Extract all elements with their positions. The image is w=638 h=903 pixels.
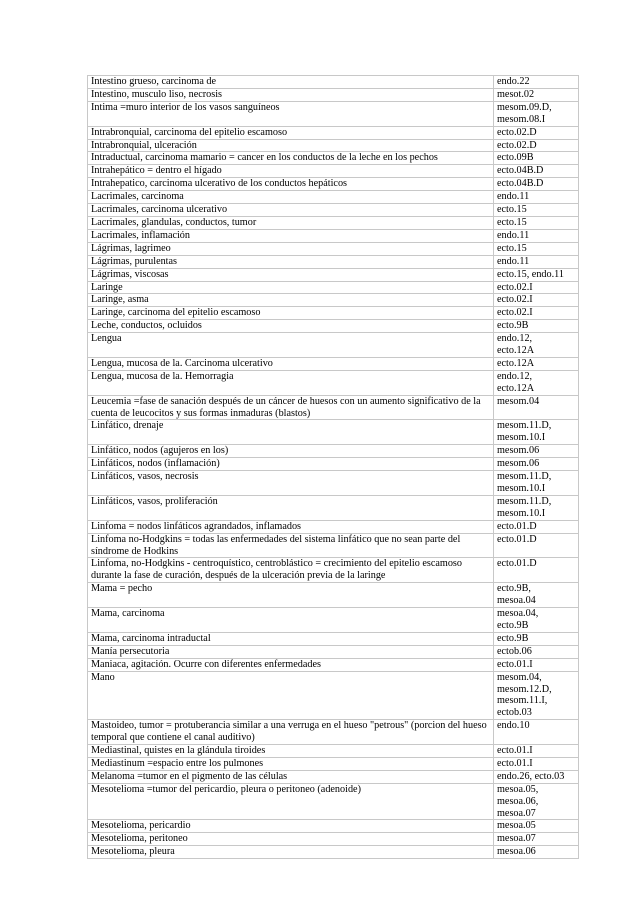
code-line: mesoa.04, bbox=[497, 608, 539, 620]
code-line: ecto.9B bbox=[497, 320, 529, 332]
term-cell: Linfático, nodos (agujeros en los) bbox=[88, 445, 494, 458]
code-line: endo.10 bbox=[497, 720, 530, 732]
code-line: mesom.09.D, bbox=[497, 101, 552, 113]
table-row bbox=[88, 820, 579, 833]
table-row bbox=[88, 833, 579, 846]
code-line: ecto.9B, bbox=[497, 583, 531, 595]
glossary-table bbox=[87, 75, 579, 859]
code-cell bbox=[494, 152, 579, 165]
term-cell: Intrabronquial, ulceración bbox=[88, 139, 494, 152]
term-cell: Melanoma =tumor en el pigmento de las células bbox=[88, 770, 494, 783]
code-cell bbox=[494, 658, 579, 671]
term-cell: Linfáticos, vasos, necrosis bbox=[88, 471, 494, 496]
table-row bbox=[88, 229, 579, 242]
code-cell bbox=[494, 320, 579, 333]
table-row bbox=[88, 583, 579, 608]
code-cell bbox=[494, 294, 579, 307]
code-line: ecto.01.D bbox=[497, 520, 537, 532]
code-cell bbox=[494, 458, 579, 471]
table-row bbox=[88, 720, 579, 745]
term-cell: Leche, conductos, ocluidos bbox=[88, 320, 494, 333]
code-line: ecto.01.D bbox=[497, 558, 537, 570]
code-line: ecto.04B.D bbox=[497, 178, 544, 190]
table-row bbox=[88, 495, 579, 520]
term-cell: Lacrimales, carcinoma ulcerativo bbox=[88, 204, 494, 217]
code-cell bbox=[494, 307, 579, 320]
term-cell: Lágrimas, lagrimeo bbox=[88, 242, 494, 255]
code-cell bbox=[494, 333, 579, 358]
code-cell bbox=[494, 281, 579, 294]
table-row bbox=[88, 307, 579, 320]
code-cell bbox=[494, 720, 579, 745]
code-line: mesoa.05, bbox=[497, 783, 539, 795]
code-cell bbox=[494, 395, 579, 420]
table-row bbox=[88, 370, 579, 395]
table-row bbox=[88, 216, 579, 229]
code-line: mesom.11.D, bbox=[497, 471, 552, 483]
term-cell: Intestino grueso, carcinoma de bbox=[88, 76, 494, 89]
code-line: ectob.03 bbox=[497, 707, 532, 719]
term-cell: Laringe, asma bbox=[88, 294, 494, 307]
code-cell bbox=[494, 846, 579, 859]
table-row bbox=[88, 152, 579, 165]
term-cell: Linfático, drenaje bbox=[88, 420, 494, 445]
table-row bbox=[88, 458, 579, 471]
table-row bbox=[88, 671, 579, 720]
code-line: mesom.10.I bbox=[497, 507, 546, 519]
term-cell: Mesotelioma, pleura bbox=[88, 846, 494, 859]
code-line: ecto.9B bbox=[497, 619, 529, 631]
code-line: mesoa.07 bbox=[497, 807, 536, 819]
code-line: mesom.10.I bbox=[497, 483, 546, 494]
term-cell: Mesotelioma =tumor del pericardio, pleura o peritoneo (adenoide) bbox=[88, 783, 494, 820]
term-cell: Mesotelioma, pericardio bbox=[88, 820, 494, 833]
table-row bbox=[88, 101, 579, 126]
code-cell bbox=[494, 178, 579, 191]
code-line: ectob.06 bbox=[497, 645, 532, 657]
code-line: ecto.09B bbox=[497, 152, 534, 164]
term-cell: Intrahepático = dentro el hígado bbox=[88, 165, 494, 178]
code-line: mesom.11.D, bbox=[497, 420, 552, 432]
code-cell bbox=[494, 126, 579, 139]
term-cell: Lágrimas, purulentas bbox=[88, 255, 494, 268]
term-cell: Lengua, mucosa de la. Carcinoma ulcerativo bbox=[88, 357, 494, 370]
code-line: mesom.06 bbox=[497, 458, 540, 470]
code-cell bbox=[494, 770, 579, 783]
code-line: ecto.01.I bbox=[497, 757, 533, 769]
term-cell: Intrahepatico, carcinoma ulcerativo de los conductos hepáticos bbox=[88, 178, 494, 191]
table-row bbox=[88, 783, 579, 820]
table-row bbox=[88, 139, 579, 152]
term-cell: Intraductual, carcinoma mamario = cancer en los conductos de la leche en los pechos bbox=[88, 152, 494, 165]
code-cell bbox=[494, 608, 579, 633]
code-cell bbox=[494, 420, 579, 445]
table-row bbox=[88, 242, 579, 255]
code-cell bbox=[494, 632, 579, 645]
code-line: mesom.11.I, bbox=[497, 695, 548, 707]
code-cell bbox=[494, 370, 579, 395]
term-cell: Laringe, carcinoma del epitelio escamoso bbox=[88, 307, 494, 320]
term-cell: Laringe bbox=[88, 281, 494, 294]
code-line: ecto.12A bbox=[497, 357, 535, 369]
code-cell bbox=[494, 255, 579, 268]
table-row bbox=[88, 76, 579, 89]
table-row bbox=[88, 268, 579, 281]
table-row bbox=[88, 255, 579, 268]
term-cell: Manía persecutoria bbox=[88, 645, 494, 658]
table-row bbox=[88, 745, 579, 758]
code-line: mesom.08.I bbox=[497, 113, 546, 125]
table-row bbox=[88, 645, 579, 658]
table-row bbox=[88, 846, 579, 859]
code-line: mesoa.04 bbox=[497, 595, 536, 607]
code-cell bbox=[494, 495, 579, 520]
table-row bbox=[88, 420, 579, 445]
table-row bbox=[88, 88, 579, 101]
code-line: ecto.02.D bbox=[497, 139, 537, 151]
code-line: mesoa.05 bbox=[497, 820, 536, 832]
table-row bbox=[88, 191, 579, 204]
term-cell: Maniaca, agitación. Ocurre con diferentes enfermedades bbox=[88, 658, 494, 671]
code-cell bbox=[494, 471, 579, 496]
table-row bbox=[88, 126, 579, 139]
table-row bbox=[88, 658, 579, 671]
code-cell bbox=[494, 583, 579, 608]
code-line: mesom.12.D, bbox=[497, 683, 552, 695]
table-row bbox=[88, 204, 579, 217]
code-line: endo.22 bbox=[497, 76, 530, 87]
code-cell bbox=[494, 88, 579, 101]
code-cell bbox=[494, 833, 579, 846]
term-cell: Mesotelioma, peritoneo bbox=[88, 833, 494, 846]
code-line: mesom.04 bbox=[497, 395, 540, 407]
term-cell: Linfoma, no-Hodgkins - centroquístico, centroblástico = crecimiento del epitelio escamoso durante la fase de curación, después de la ulceración previa de la laringe bbox=[88, 558, 494, 583]
code-cell bbox=[494, 783, 579, 820]
code-cell bbox=[494, 165, 579, 178]
table-row bbox=[88, 608, 579, 633]
code-cell bbox=[494, 139, 579, 152]
code-line: endo.26, ecto.03 bbox=[497, 770, 565, 782]
code-line: endo.11 bbox=[497, 229, 530, 241]
code-line: ecto.02.D bbox=[497, 126, 537, 138]
term-cell: Lacrimales, glandulas, conductos, tumor bbox=[88, 216, 494, 229]
code-line: ecto.04B.D bbox=[497, 165, 544, 177]
code-cell bbox=[494, 745, 579, 758]
code-line: ecto.02.I bbox=[497, 294, 533, 306]
term-cell: Leucemia =fase de sanación después de un cáncer de huesos con un aumento significativo de la cuenta de leucocitos y sus formas inmaduras (blastos) bbox=[88, 395, 494, 420]
code-line: ecto.15 bbox=[497, 242, 527, 254]
code-line: mesom.06 bbox=[497, 445, 540, 457]
table-row bbox=[88, 395, 579, 420]
term-cell: Intima =muro interior de los vasos sanguíneos bbox=[88, 101, 494, 126]
code-cell bbox=[494, 757, 579, 770]
code-cell bbox=[494, 533, 579, 558]
code-line: ecto.02.I bbox=[497, 281, 533, 293]
glossary-body bbox=[88, 76, 579, 859]
table-row bbox=[88, 520, 579, 533]
table-row bbox=[88, 471, 579, 496]
code-cell bbox=[494, 229, 579, 242]
code-line: mesoa.06 bbox=[497, 846, 536, 858]
code-line: ecto.01.I bbox=[497, 745, 533, 757]
code-cell bbox=[494, 445, 579, 458]
code-line: mesom.04, bbox=[497, 671, 542, 683]
code-line: endo.12, bbox=[497, 370, 533, 382]
term-cell: Mastoideo, tumor = protuberancia similar a una verruga en el hueso "petrous" (porcion del hueso temporal que contiene el canal auditivo) bbox=[88, 720, 494, 745]
code-cell bbox=[494, 671, 579, 720]
term-cell: Lacrimales, inflamación bbox=[88, 229, 494, 242]
term-cell: Lengua, mucosa de la. Hemorragia bbox=[88, 370, 494, 395]
code-line: ecto.12A bbox=[497, 345, 535, 357]
table-row bbox=[88, 333, 579, 358]
code-line: endo.11 bbox=[497, 255, 530, 267]
code-line: ecto.02.I bbox=[497, 307, 533, 319]
code-line: ecto.15, endo.11 bbox=[497, 268, 564, 280]
code-line: mesot.02 bbox=[497, 88, 535, 100]
table-row bbox=[88, 757, 579, 770]
code-cell bbox=[494, 242, 579, 255]
table-row bbox=[88, 770, 579, 783]
code-cell bbox=[494, 101, 579, 126]
code-cell bbox=[494, 268, 579, 281]
code-line: ecto.9B bbox=[497, 632, 529, 644]
term-cell: Linfoma no-Hodgkins = todas las enfermedades del sistema linfático que no sean parte del síndrome de Hodkins bbox=[88, 533, 494, 558]
term-cell: Intestino, musculo liso, necrosis bbox=[88, 88, 494, 101]
table-row bbox=[88, 294, 579, 307]
term-cell: Mama = pecho bbox=[88, 583, 494, 608]
code-cell bbox=[494, 645, 579, 658]
term-cell: Mama, carcinoma bbox=[88, 608, 494, 633]
code-line: ecto.12A bbox=[497, 382, 535, 394]
code-line: mesoa.06, bbox=[497, 795, 539, 807]
term-cell: Lengua bbox=[88, 333, 494, 358]
term-cell: Linfáticos, nodos (inflamación) bbox=[88, 458, 494, 471]
code-line: endo.12, bbox=[497, 333, 533, 345]
term-cell: Mediastinum =espacio entre los pulmones bbox=[88, 757, 494, 770]
code-line: mesom.11.D, bbox=[497, 495, 552, 507]
term-cell: Mano bbox=[88, 671, 494, 720]
table-row bbox=[88, 632, 579, 645]
table-row bbox=[88, 281, 579, 294]
term-cell: Mama, carcinoma intraductal bbox=[88, 632, 494, 645]
term-cell: Lágrimas, viscosas bbox=[88, 268, 494, 281]
code-line: ecto.15 bbox=[497, 216, 527, 228]
code-line: endo.11 bbox=[497, 191, 530, 203]
code-line: ecto.15 bbox=[497, 204, 527, 216]
code-cell bbox=[494, 357, 579, 370]
table-row bbox=[88, 165, 579, 178]
term-cell: Lacrimales, carcinoma bbox=[88, 191, 494, 204]
code-cell bbox=[494, 558, 579, 583]
code-cell bbox=[494, 204, 579, 217]
code-cell bbox=[494, 820, 579, 833]
code-cell bbox=[494, 520, 579, 533]
term-cell: Intrabronquial, carcinoma del epitelio escamoso bbox=[88, 126, 494, 139]
term-cell: Mediastinal, quistes en la glándula tiroides bbox=[88, 745, 494, 758]
table-row bbox=[88, 320, 579, 333]
table-row bbox=[88, 178, 579, 191]
code-cell bbox=[494, 191, 579, 204]
code-cell bbox=[494, 76, 579, 89]
code-line: mesom.10.I bbox=[497, 432, 546, 444]
term-cell: Linfáticos, vasos, proliferación bbox=[88, 495, 494, 520]
term-cell: Linfoma = nodos linfáticos agrandados, inflamados bbox=[88, 520, 494, 533]
code-line: ecto.01.I bbox=[497, 658, 533, 670]
code-line: mesoa.07 bbox=[497, 833, 536, 845]
table-row bbox=[88, 445, 579, 458]
code-cell bbox=[494, 216, 579, 229]
table-row bbox=[88, 533, 579, 558]
code-line: ecto.01.D bbox=[497, 533, 537, 545]
table-row bbox=[88, 558, 579, 583]
table-row bbox=[88, 357, 579, 370]
